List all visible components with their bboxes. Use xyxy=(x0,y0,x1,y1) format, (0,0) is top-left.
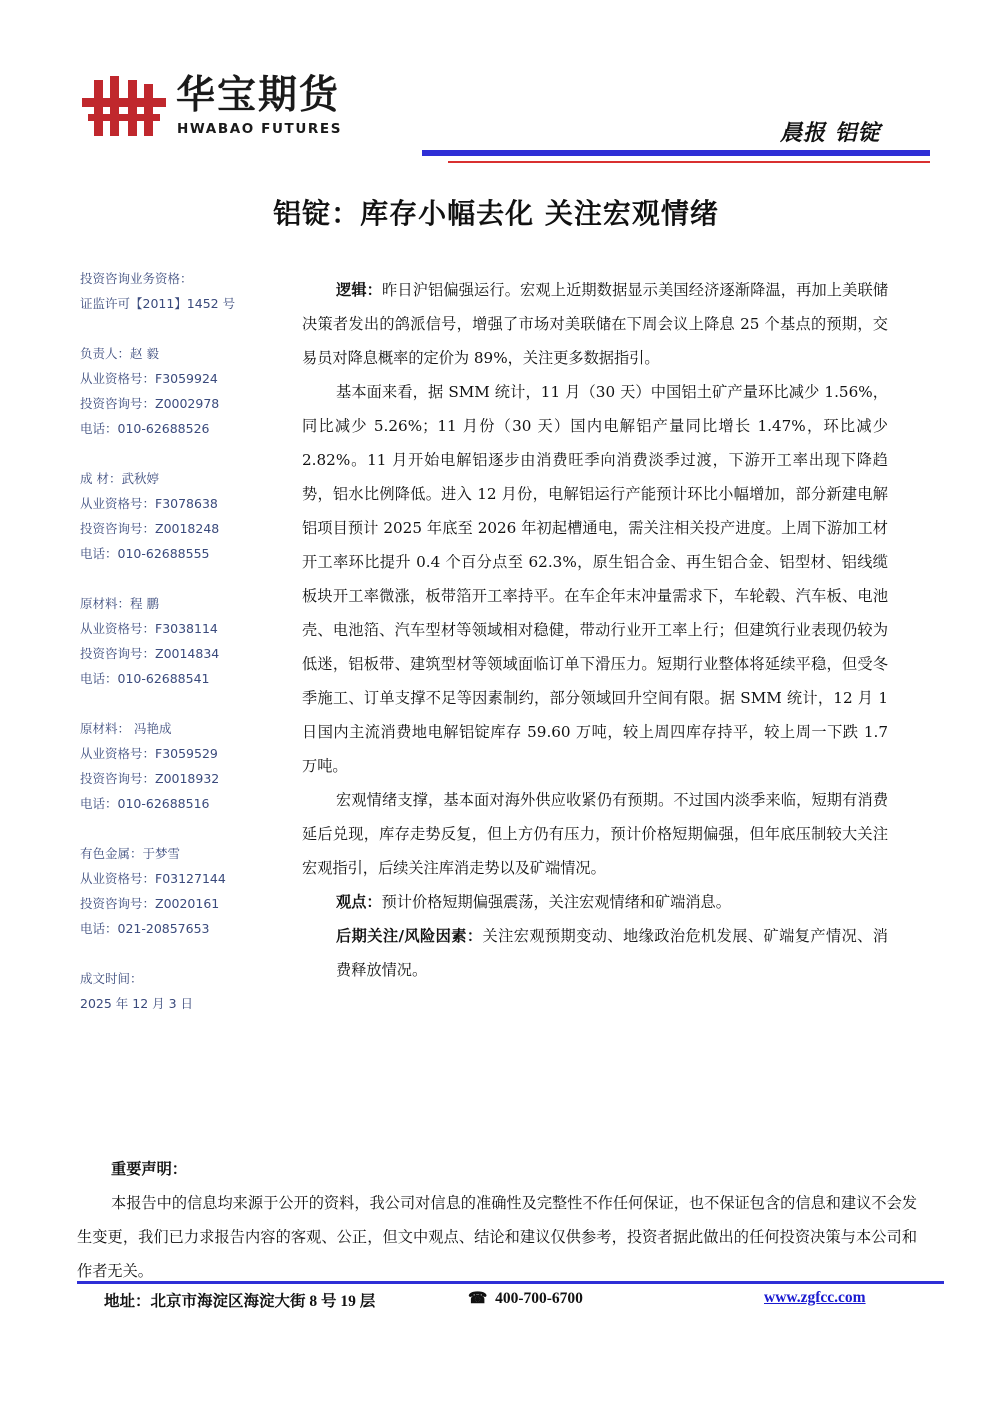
footer-rule xyxy=(77,1281,944,1284)
sidebar-group xyxy=(80,341,290,441)
logo-mark-icon xyxy=(82,76,166,136)
logic-paragraph xyxy=(302,273,888,375)
sidebar-line: 投资咨询号：Z0018248 xyxy=(80,521,220,536)
sidebar-group xyxy=(80,266,290,316)
header-rule-blue xyxy=(422,150,930,156)
sidebar-line: 从业资格号：F3059529 xyxy=(80,746,218,761)
sidebar-line: 从业资格号：F3059924 xyxy=(80,371,218,386)
view-paragraph xyxy=(302,885,888,919)
sidebar-line: 电话：010-62688555 xyxy=(80,546,210,561)
logic-text: 昨日沪铝偏强运行。宏观上近期数据显示美国经济逐渐降温，再加上美联储决策者发出的鸽派信号，增强了市场对美联储在下周会议上降息 25 个基点的预期，交易员对降息概率的定价为 89%，关注更多数据指引。 xyxy=(302,281,889,367)
sidebar-line: 证监许可【2011】1452 号 xyxy=(80,296,236,311)
disclaimer-text: 本报告中的信息均来源于公开的资料，我公司对信息的准确性及完整性不作任何保证，也不保证包含的信息和建议不会发生变更，我们已力求报告内容的客观、公正，但文中观点、结论和建议仅供参考，投资者据此做出的任何投资决策与本公司和作者无关。 xyxy=(77,1194,917,1280)
report-body xyxy=(302,273,888,987)
sidebar-line: 电话：010-62688526 xyxy=(80,421,210,436)
sidebar-line: 原材料： 冯艳成 xyxy=(80,721,172,736)
report-type: 晨报 铝锭 xyxy=(780,120,881,146)
risk-text: 关注宏观预期变动、地缘政治危机发展、矿端复产情况、消费释放情况。 xyxy=(336,927,888,979)
sidebar-line: 成 材：武秋婷 xyxy=(80,471,159,486)
disclaimer xyxy=(77,1152,917,1288)
report-title: 铝锭：库存小幅去化 关注宏观情绪 xyxy=(273,197,719,230)
footer-website-link[interactable]: www.zgfcc.com xyxy=(764,1289,866,1306)
footer-phone xyxy=(468,1289,583,1308)
risk-paragraph xyxy=(302,919,888,987)
disclaimer-title: 重要声明： xyxy=(111,1160,187,1178)
sidebar-line: 从业资格号：F03127144 xyxy=(80,871,226,886)
view-label: 观点： xyxy=(336,893,382,911)
sidebar-line: 电话：021-20857653 xyxy=(80,921,210,936)
sidebar-line: 投资咨询号：Z0018932 xyxy=(80,771,220,786)
phone-icon: ☎ xyxy=(468,1290,488,1307)
risk-label: 后期关注/风险因素： xyxy=(336,927,483,945)
fundamentals-paragraph: 基本面来看，据 SMM 统计，11 月（30 天）中国铝土矿产量环比减少 1.56%，同比减少 5.26%；11 月份（30 天）国内电解铝产量同比增长 1.47%，环比减少 2.82%。11 月开始电解铝逐步由消费旺季向消费淡季过渡，下游开工率出现下降趋势，铝水比例降低。进入 12 月份，电解铝运行产能预计环比小幅增加，部分新建电解铝项目预计 2025 年底至 2026 年初起槽通电，需关注相关投产进度。上周下游加工材开工率环比提升 0.4 个百分点至 62.3%，原生铝合金、再生铝合金、铝型材、铝线缆板块开工率微涨，板带箔开工率持平。在车企年末冲量需求下，车轮毂、汽车板、电池壳、电池箔、汽车型材等领域相对稳健，带动行业开工率上行；但建筑行业表现仍较为低迷，铝板带、建筑型材等领域面临订单下滑压力。短期行业整体将延续平稳，但受冬季施工、订单支撑不足等因素制约，部分领域回升空间有限。据 SMM 统计，12 月 1 日国内主流消费地电解铝锭库存 59.60 万吨，较上周四库存持平，较上周一下跌 1.7 万吨。 xyxy=(302,383,888,775)
sidebar-line: 原材料：程 鹏 xyxy=(80,596,159,611)
company-name-cn: 华宝期货 xyxy=(176,73,341,118)
sidebar-group xyxy=(80,841,290,941)
sidebar-group xyxy=(80,466,290,566)
sidebar-line: 投资咨询业务资格： xyxy=(80,271,193,286)
header-rule-red xyxy=(448,161,930,163)
company-name-en: HWABAO FUTURES xyxy=(177,121,343,137)
sidebar-line: 电话：010-62688541 xyxy=(80,671,210,686)
sidebar-line: 投资咨询号：Z0014834 xyxy=(80,646,220,661)
sidebar-group xyxy=(80,966,290,1016)
sidebar-line: 投资咨询号：Z0002978 xyxy=(80,396,220,411)
company-logo-mark xyxy=(82,76,166,136)
sidebar-line: 投资咨询号：Z0020161 xyxy=(80,896,220,911)
logic-label: 逻辑： xyxy=(336,281,383,299)
sidebar-group xyxy=(80,716,290,816)
macro-paragraph: 宏观情绪支撑，基本面对海外供应收紧仍有预期。不过国内淡季来临，短期有消费延后兑现，库存走势反复，但上方仍有压力，预计价格短期偏强，但年底压制较大关注宏观指引，后续关注库消走势以及矿端情况。 xyxy=(302,791,888,877)
footer-address: 地址：北京市海淀区海淀大街 8 号 19 层 xyxy=(104,1293,376,1310)
sidebar-line: 从业资格号：F3038114 xyxy=(80,621,218,636)
sidebar-line: 从业资格号：F3078638 xyxy=(80,496,218,511)
sidebar-line: 2025 年 12 月 3 日 xyxy=(80,996,194,1011)
analyst-sidebar xyxy=(80,266,290,1041)
sidebar-line: 电话：010-62688516 xyxy=(80,796,210,811)
view-text: 预计价格短期偏强震荡，关注宏观情绪和矿端消息。 xyxy=(381,893,731,911)
sidebar-line: 有色金属：于梦雪 xyxy=(80,846,181,861)
sidebar-line: 成文时间： xyxy=(80,971,143,986)
footer-phone-number: 400-700-6700 xyxy=(495,1290,583,1307)
sidebar-group xyxy=(80,591,290,691)
sidebar-line: 负责人：赵 毅 xyxy=(80,346,159,361)
